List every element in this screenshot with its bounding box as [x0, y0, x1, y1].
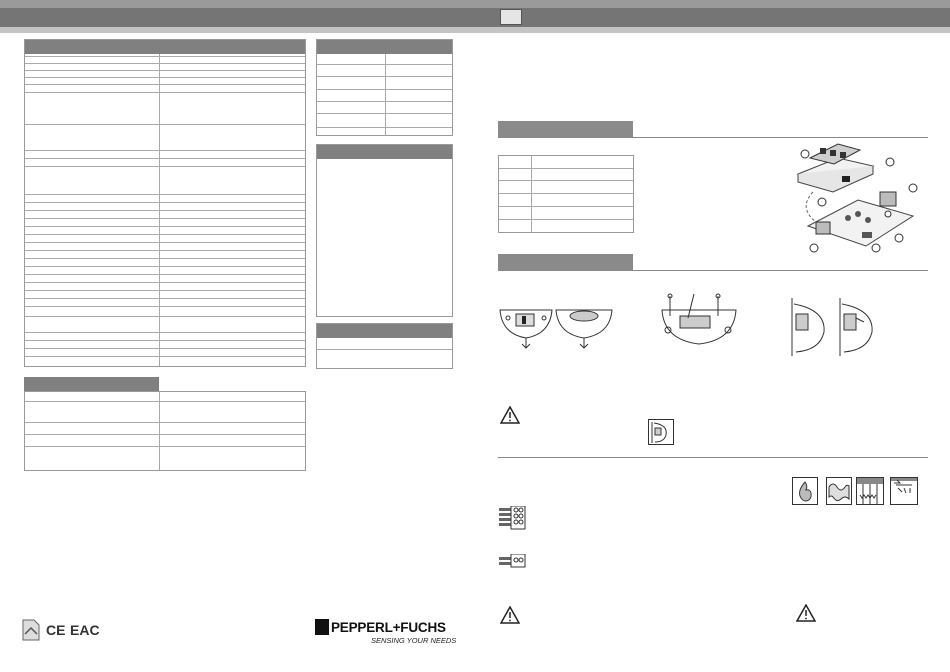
mounting-icon: [648, 419, 674, 445]
header-subbar: [0, 27, 950, 33]
approvals-header: [24, 377, 159, 391]
mounting-step-3-diagram: [790, 296, 885, 358]
callout-8: [885, 211, 891, 217]
technical-data-table: [24, 39, 306, 367]
pf-logo-icon: [315, 619, 329, 635]
callout-2: [886, 158, 894, 166]
device-overview-diagram: [778, 138, 923, 256]
callout-7: [810, 244, 818, 252]
notes-panel: [316, 144, 453, 317]
top-strip: [0, 0, 950, 8]
callout-4: [818, 198, 826, 206]
callout-6: [872, 244, 880, 252]
mounting-step-2-diagram: [658, 292, 740, 352]
accessories-header: [317, 40, 452, 54]
section-divider-wiring: [498, 457, 928, 458]
section-header-mounting: [498, 254, 633, 271]
warning-icon-bottom-left: [500, 606, 520, 629]
eac-mark-icon: EAC: [70, 622, 100, 638]
flame-icon: [792, 477, 818, 505]
document-icon: [22, 619, 40, 641]
wave-icon: [826, 477, 852, 505]
header-bar: [0, 8, 950, 27]
language-box: [500, 9, 522, 25]
component-key-table: [498, 155, 634, 233]
brand-name: PEPPERL+FUCHS: [331, 620, 446, 635]
technical-data-header: [25, 40, 305, 54]
technical-data-rows: [25, 54, 305, 366]
callout-5: [895, 234, 903, 242]
section-divider-mounting: [633, 270, 928, 271]
warning-icon-bottom-right: [796, 604, 816, 627]
section-header-overview: [498, 121, 633, 138]
warning-icon: [500, 406, 520, 429]
mounting-step-1-diagram: [498, 300, 616, 352]
info-header: [317, 324, 452, 338]
terminal-block-icon: [499, 506, 527, 530]
approvals-table: [24, 377, 306, 471]
terminal-block-small-icon: [499, 554, 527, 568]
accessories-table: [316, 39, 453, 136]
ce-mark-icon: CE: [46, 622, 66, 638]
info-panel: [316, 323, 453, 369]
light-icon: [890, 477, 918, 505]
notes-header: [317, 145, 452, 159]
callout-1: [801, 150, 809, 158]
brand-tagline: SENSING YOUR NEEDS: [371, 636, 457, 645]
callout-3: [909, 184, 917, 192]
grating-icon: [856, 477, 884, 505]
